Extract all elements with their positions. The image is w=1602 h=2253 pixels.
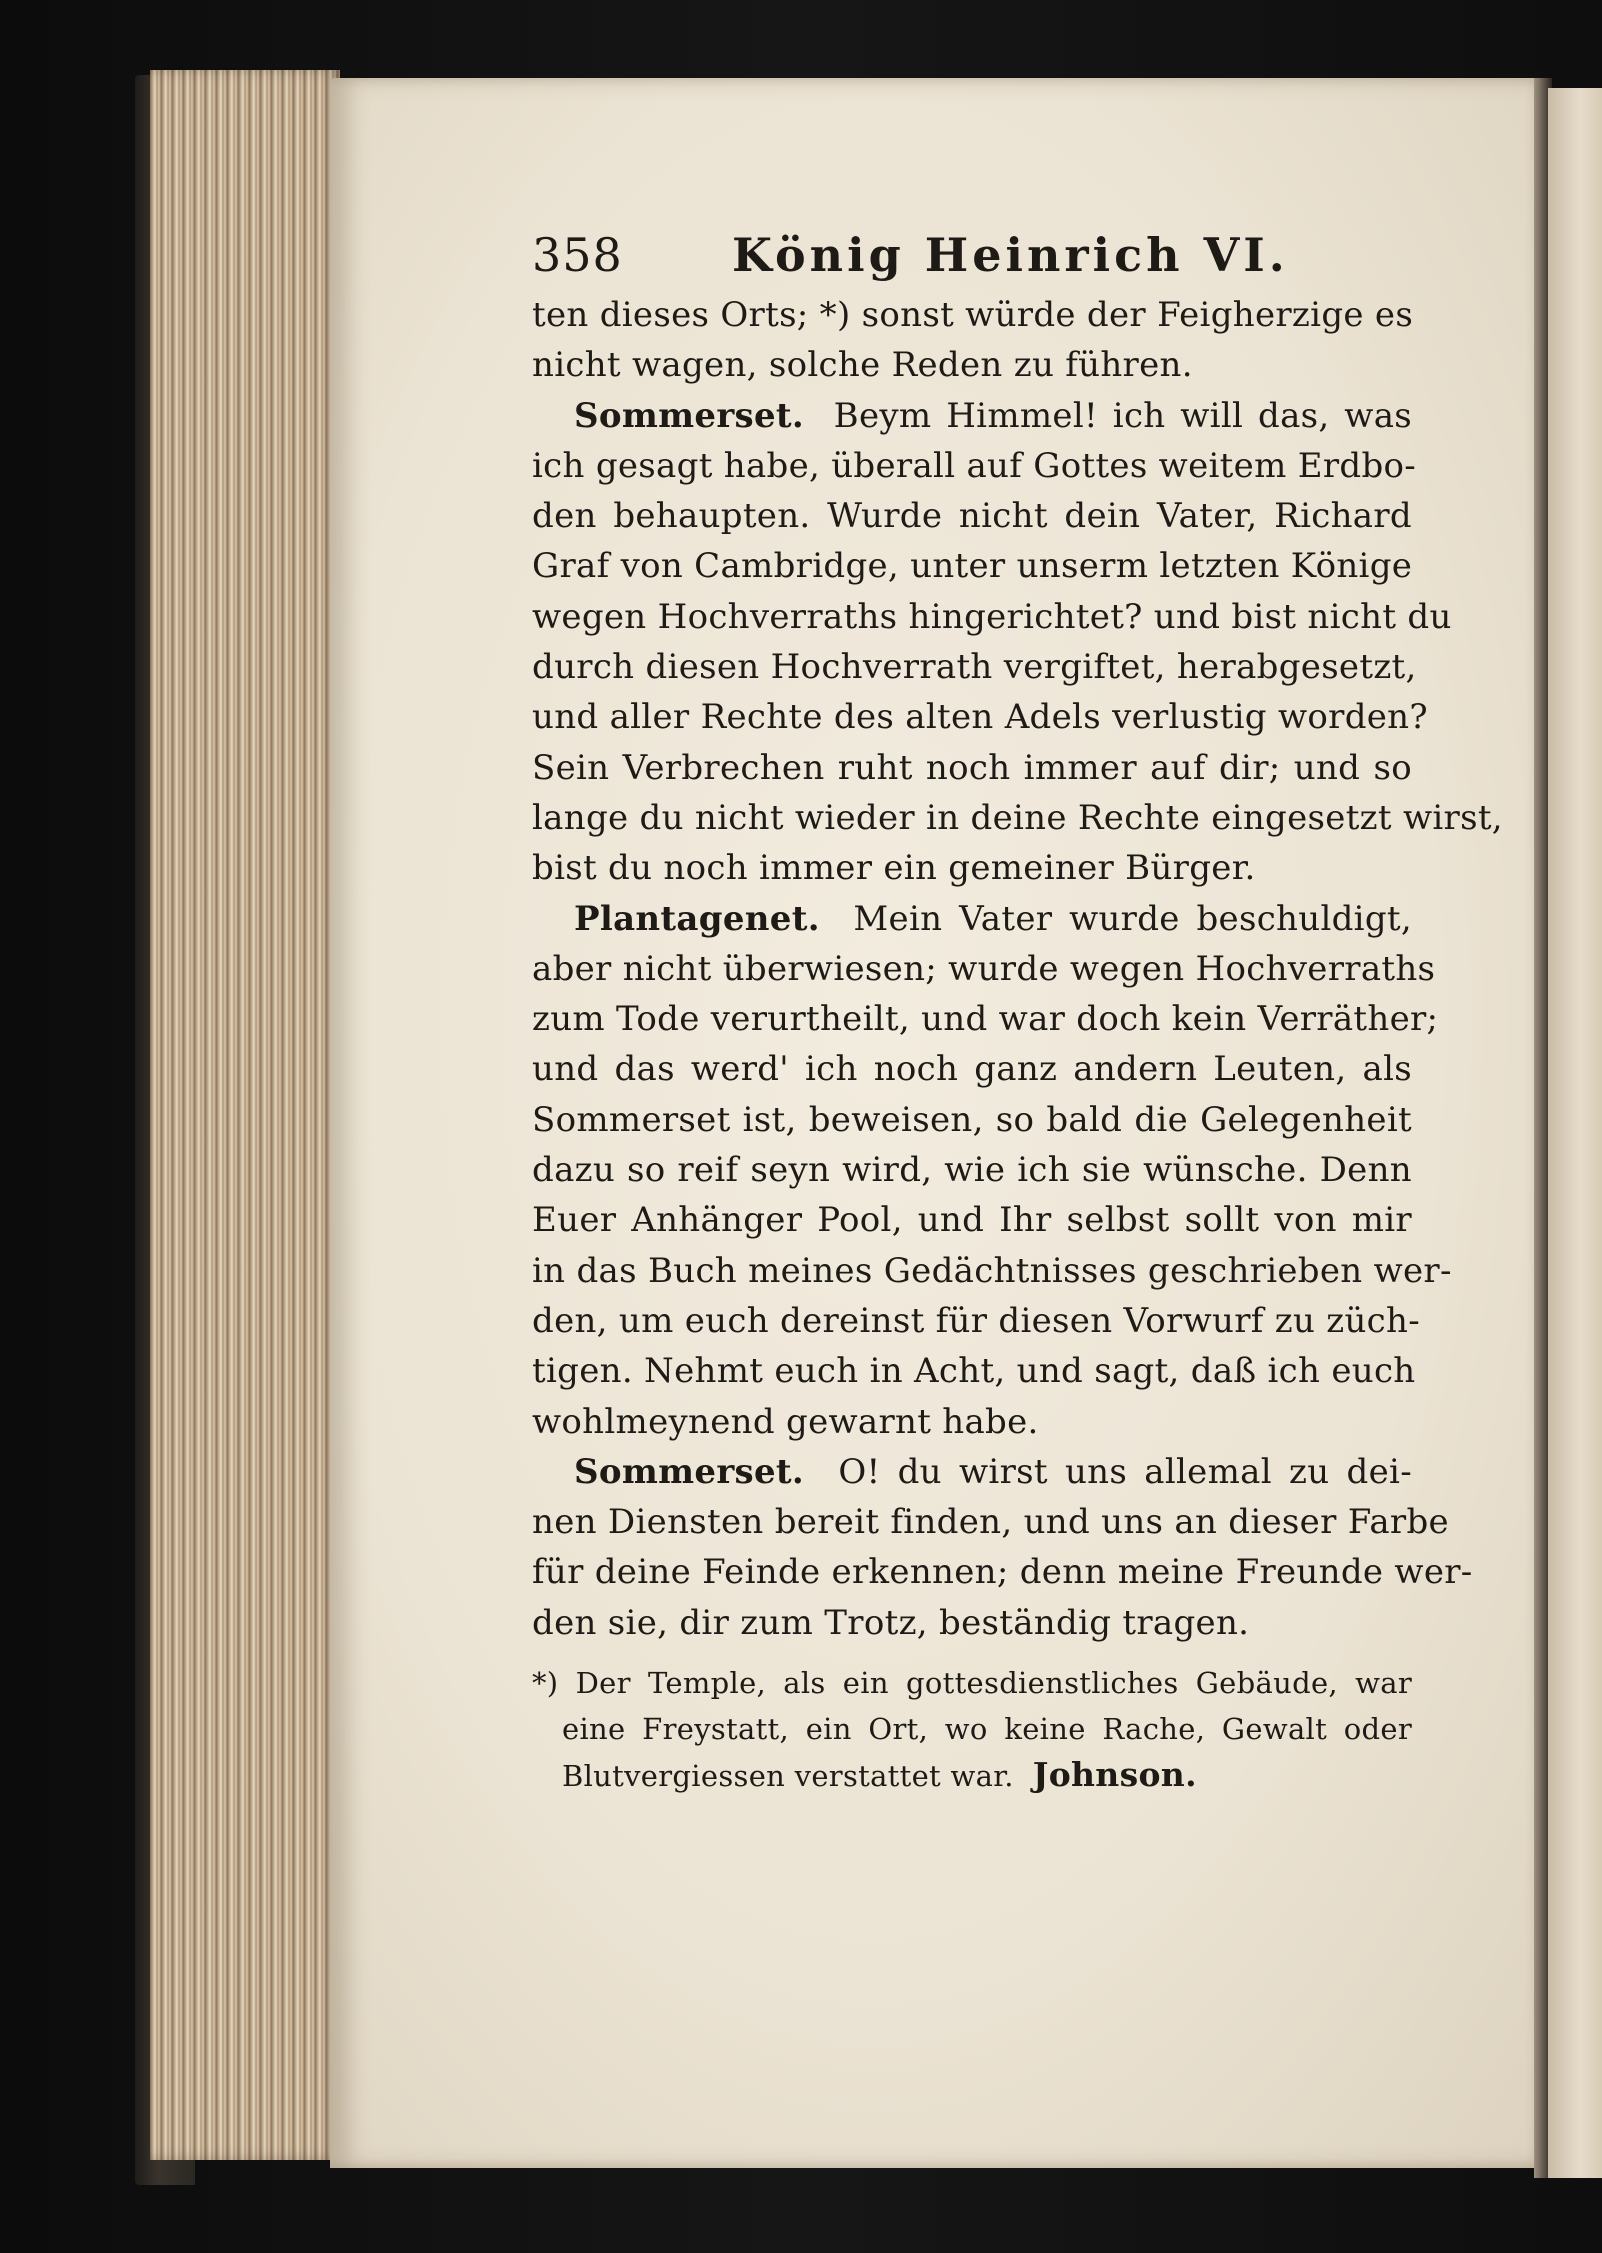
page-edges <box>150 70 340 2160</box>
speech-text: O! du wirst uns allemal zu dei- <box>838 1451 1413 1492</box>
speaker-name: Sommerset. <box>574 395 805 436</box>
text-line: nicht wagen, solche Reden zu führen. <box>532 345 1193 386</box>
text-line: und aller Rechte des alten Adels verlustig worden? <box>532 697 1428 738</box>
text-line: wohlmeynend gewarnt habe. <box>532 1401 1039 1442</box>
speech-first-line <box>532 391 1412 441</box>
text-line: zum Tode verurtheilt, und war doch kein Verräther; <box>532 999 1439 1040</box>
footnote-gap <box>532 1648 1412 1660</box>
running-title: König Heinrich VI. <box>732 228 1289 282</box>
speech-first-line <box>532 894 1412 944</box>
text-line: bist du noch immer ein gemeiner Bürger. <box>532 848 1256 889</box>
text-line: nen Diensten bereit finden, und uns an dieser Farbe <box>532 1502 1449 1543</box>
text-line: durch diesen Hochverrath vergiftet, herabgesetzt, <box>532 647 1417 688</box>
running-head <box>532 228 1412 290</box>
text-line: und das werd' ich noch ganz andern Leuten, als <box>532 1049 1412 1090</box>
text-line: ten dieses Orts; *) sonst würde der Feigherzige es <box>532 295 1414 335</box>
footnote-text: Blutvergiessen verstattet war. <box>562 1759 1014 1794</box>
text-line: Sommerset ist, beweisen, so bald die Gelegenheit <box>532 1099 1412 1140</box>
text-line: ich gesagt habe, überall auf Gottes weitem Erdbo- <box>532 445 1417 486</box>
text-line: in das Buch meines Gedächtnisses geschrieben wer- <box>532 1250 1452 1291</box>
page-number: 358 <box>532 228 623 282</box>
text-line: wegen Hochverraths hingerichtet? und bist nicht du <box>532 596 1452 637</box>
text-line: lange du nicht wieder in deine Rechte eingesetzt wirst, <box>532 797 1503 838</box>
facing-page-edge <box>1548 88 1602 2178</box>
text-line: aber nicht überwiesen; wurde wegen Hochverraths <box>532 948 1436 989</box>
footnote-line: *) Der Temple, als ein gottesdienstliches Gebäude, war <box>532 1666 1412 1701</box>
text-line: Graf von Cambridge, unter unserm letzten Könige <box>532 546 1413 587</box>
speech-first-line <box>532 1447 1412 1497</box>
speech-text: Beym Himmel! ich will das, was <box>833 395 1413 436</box>
footnote <box>532 1660 1412 1798</box>
text-line: dazu so reif seyn wird, wie ich sie wünsche. Denn <box>532 1150 1412 1191</box>
text-line: den behaupten. Wurde nicht dein Vater, Richard <box>532 496 1412 537</box>
footnote-author: Johnson. <box>1032 1755 1197 1795</box>
text-line: Euer Anhänger Pool, und Ihr selbst sollt von mir <box>532 1200 1412 1241</box>
footnote-last-line <box>532 1752 1412 1798</box>
text-line: Sein Verbrechen ruht noch immer auf dir; und so <box>532 747 1412 788</box>
text-line: tigen. Nehmt euch in Acht, und sagt, daß ich euch <box>532 1351 1416 1392</box>
text-line: den sie, dir zum Trotz, beständig tragen. <box>532 1602 1250 1643</box>
text-line: für deine Feinde erkennen; denn meine Freunde wer- <box>532 1552 1473 1593</box>
text-line: den, um euch dereinst für diesen Vorwurf zu züch- <box>532 1300 1420 1341</box>
page-text <box>532 228 1503 1798</box>
footnote-line: eine Freystatt, ein Ort, wo keine Rache, Gewalt oder <box>562 1712 1412 1747</box>
speaker-name: Plantagenet. <box>574 898 820 939</box>
speaker-name: Sommerset. <box>574 1451 805 1492</box>
speech-text: Mein Vater wurde beschuldigt, <box>853 898 1412 939</box>
